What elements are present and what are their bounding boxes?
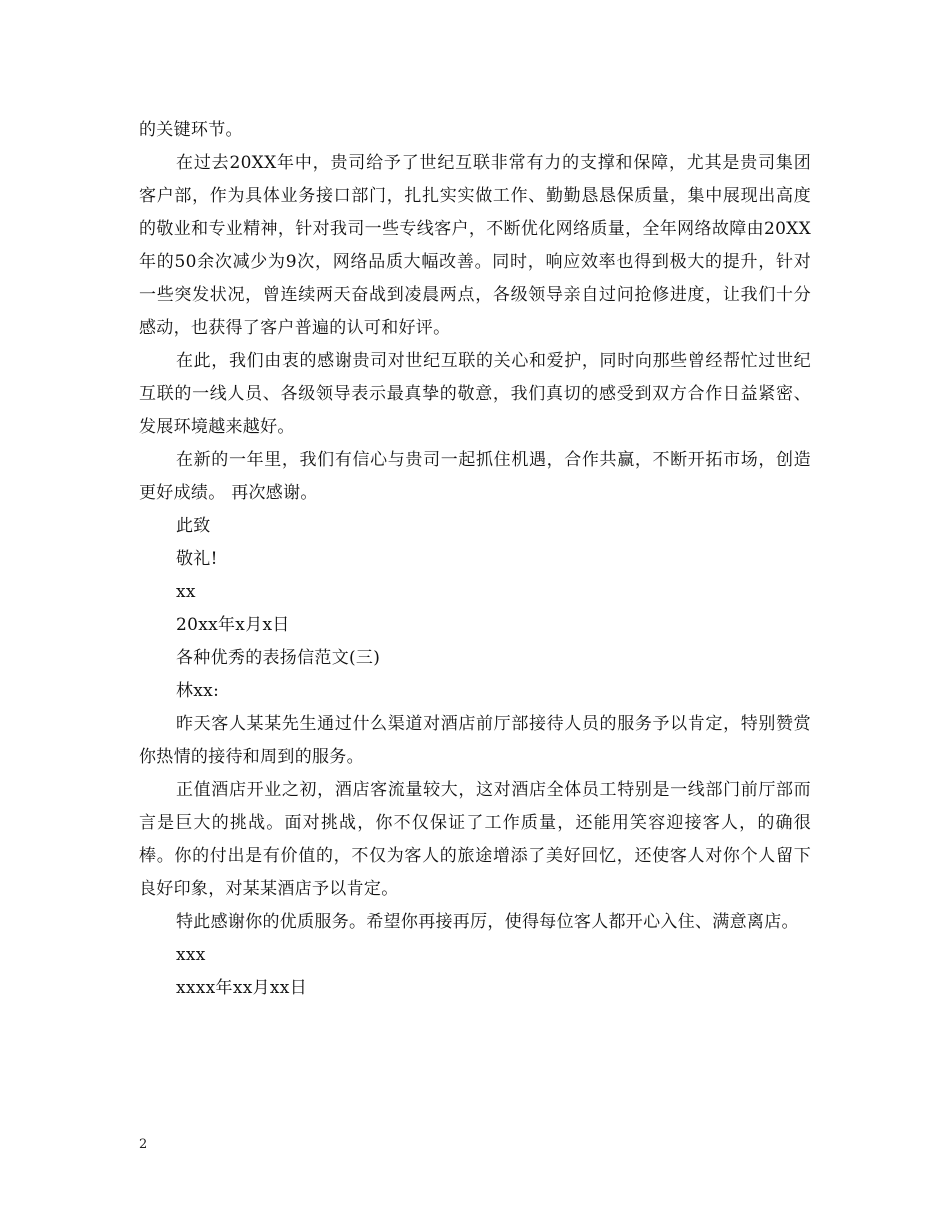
letter2-signer: xxx <box>176 945 206 965</box>
signer: xx <box>176 582 196 602</box>
closing-line-2: 敬礼! <box>176 549 218 569</box>
paragraph-thanks: 在此，我们由衷的感谢贵司对世纪互联的关心和爱护，同时向那些曾经帮忙过世纪互联的一线人员、各级领导表示最真挚的敬意，我们真切的感受到双方合作日益紧密、发展环境越来越好。 <box>139 351 811 437</box>
letter2-paragraph-praise: 昨天客人某某先生通过什么渠道对酒店前厅部接待人员的服务予以肯定，特别赞赏你热情的接待和周到的服务。 <box>139 714 811 767</box>
document-body <box>139 114 811 1005</box>
paragraph-continuation: 的关键环节。 <box>139 120 243 140</box>
letter2-paragraph-challenge: 正值酒店开业之初，酒店客流量较大，这对酒店全体员工特别是一线部门前厅部而言是巨大的挑战。面对挑战，你不仅保证了工作质量，还能用笑容迎接客人，的确很棒。你的付出是有价值的，不仅为客人的旅途增添了美好回忆，还使客人对你个人留下良好印象，对某某酒店予以肯定。 <box>139 780 811 899</box>
salutation: 林xx: <box>176 681 220 701</box>
closing-line-1: 此致 <box>176 516 211 536</box>
paragraph-new-year: 在新的一年里，我们有信心与贵司一起抓住机遇，合作共赢，不断开拓市场，创造更好成绩。 再次感谢。 <box>139 450 811 503</box>
letter2-paragraph-closing: 特此感谢你的优质服务。希望你再接再厉，使得每位客人都开心入住、满意离店。 <box>176 912 799 932</box>
signature-date: 20xx年x月x日 <box>176 615 290 635</box>
section-title: 各种优秀的表扬信范文(三) <box>176 648 381 668</box>
letter2-date: xxxx年xx月xx日 <box>176 978 307 998</box>
paragraph-support: 在过去20XX年中，贵司给予了世纪互联非常有力的支撑和保障，尤其是贵司集团客户部，作为具体业务接口部门，扎扎实实做工作、勤勤恳恳保质量，集中展现出高度的敬业和专业精神，针对我司一些专线客户，不断优化网络质量，全年网络故障由20XX年的50余次减少为9次，网络品质大幅改善。同时，响应效率也得到极大的提升，针对一些突发状况，曾连续两天奋战到凌晨两点，各级领导亲自过问抢修进度，让我们十分感动，也获得了客户普遍的认可和好评。 <box>139 153 811 338</box>
page-number: 2 <box>139 1137 148 1152</box>
